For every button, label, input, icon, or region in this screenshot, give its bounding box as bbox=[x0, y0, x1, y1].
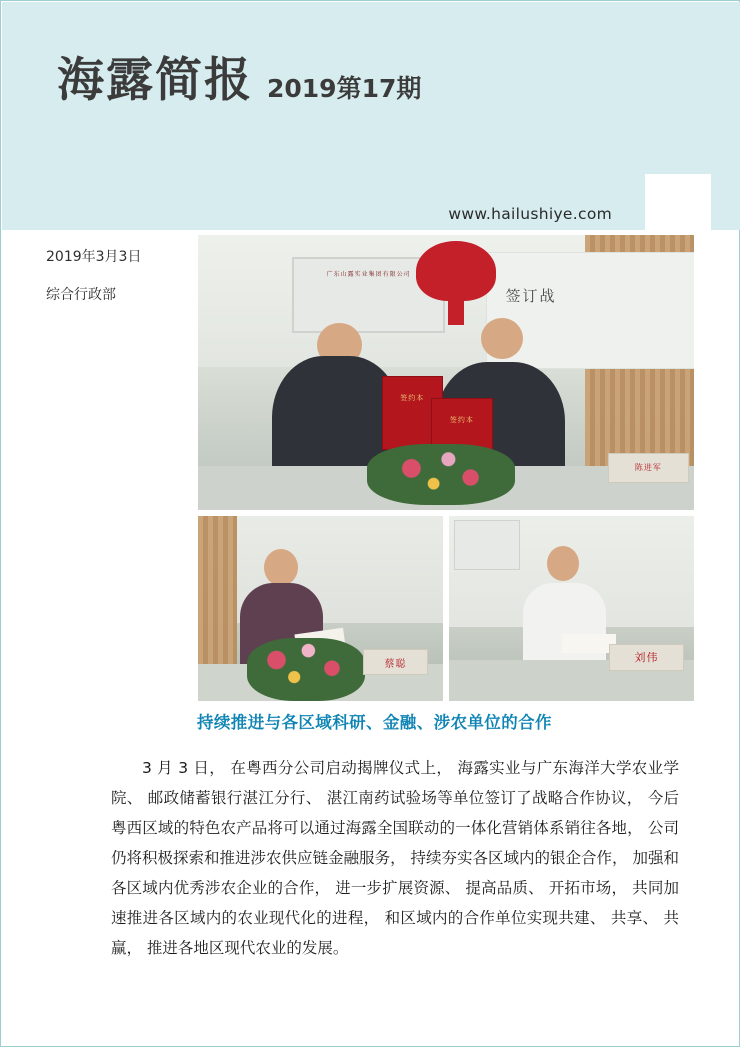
secondary-right-scene bbox=[449, 516, 694, 701]
secondary-left-scene bbox=[198, 516, 443, 701]
page-title: 海露简报 bbox=[57, 53, 253, 108]
issue-number: 2019第17期 bbox=[267, 74, 422, 103]
masthead bbox=[57, 53, 422, 108]
main-photo bbox=[198, 235, 694, 510]
photo-plaque bbox=[454, 520, 520, 570]
article-body bbox=[111, 753, 679, 963]
department-name: 综合行政部 bbox=[46, 287, 116, 303]
photo-person-head bbox=[547, 546, 579, 581]
main-photo-scene bbox=[198, 235, 694, 510]
secondary-photo-right bbox=[449, 516, 694, 701]
header-band bbox=[2, 2, 740, 230]
photo-folder-text: 签约本 bbox=[400, 393, 425, 402]
meta-column bbox=[46, 246, 196, 304]
photo-plaque-text: 广东山露实业集团有限公司 bbox=[326, 271, 411, 278]
photo-flowers bbox=[247, 638, 365, 701]
issue-date: 2019年3月3日 bbox=[46, 249, 142, 265]
photo-nameplate: 蔡聪 bbox=[363, 649, 429, 675]
photo-nameplate: 刘伟 bbox=[609, 644, 685, 672]
secondary-photo-left bbox=[198, 516, 443, 701]
photo-document bbox=[562, 634, 616, 653]
photo-folder-text: 签约本 bbox=[449, 415, 474, 424]
photo-person-body bbox=[523, 583, 606, 668]
qr-code-icon bbox=[645, 174, 711, 240]
photo-banner-text: 签订战 bbox=[505, 286, 557, 305]
article-paragraph: 3 月 3 日， 在粤西分公司启动揭牌仪式上， 海露实业与广东海洋大学农业学院、 邮政储蓄银行湛江分行、 湛江南药试验场等单位签订了战略合作协议， 今后粤西区域的特色农产品将可以通过海露全国联动的一体化营销体系销往各地， 公司仍将积极探索和推进涉农供应链金融服务， 持续夯实各区域内的银企合作， 加强和各区域内优秀涉农企业的合作， 进一步扩展资源、 提高品质、 开拓市场， 共同加速推进各区域内的农业现代化的进程， 和区域内的合作单位实现共建、 共享、 共赢， 推进各地区现代农业的发展。 bbox=[111, 759, 679, 957]
photo-flowers bbox=[367, 444, 516, 505]
photo-ribbon bbox=[416, 241, 495, 302]
photo-person-head bbox=[481, 318, 523, 359]
website-url: www.hailushiye.com bbox=[448, 205, 612, 223]
article-headline: 持续推进与各区域科研、金融、涉农单位的合作 bbox=[197, 713, 552, 732]
photo-nameplate: 陈进军 bbox=[608, 453, 689, 483]
